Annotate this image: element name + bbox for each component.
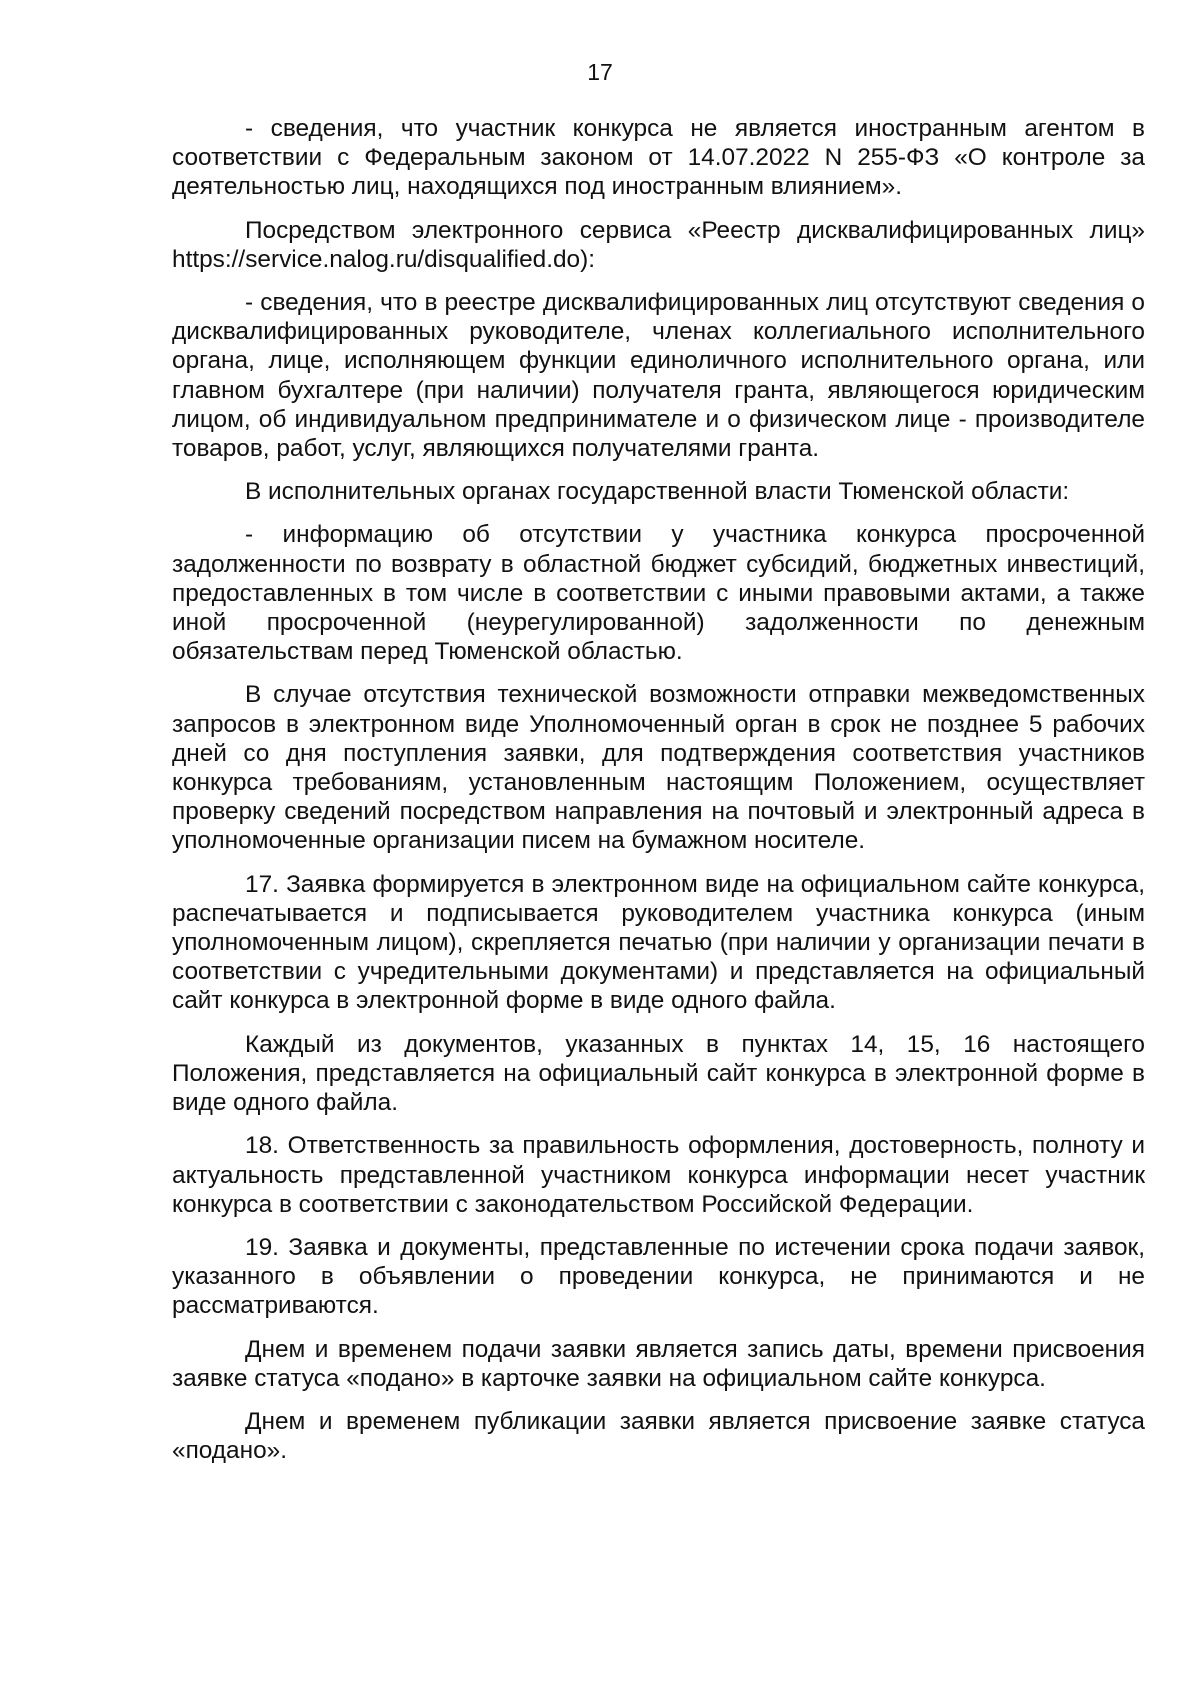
document-body (172, 114, 1145, 1465)
paragraph-foreign-agent: - сведения, что участник конкурса не является иностранным агентом в соответствии с Федеральным законом от 14.07.2022 N 255-ФЗ «О контроле за деятельностью лиц, находящихся под иностранным влиянием». (172, 115, 1145, 201)
paragraph-item-19: 19. Заявка и документы, представленные по истечении срока подачи заявок, указанного в объявлении о проведении конкурса, не принимаются и не рассматриваются. (172, 1233, 1145, 1320)
page-number: 17 (587, 59, 613, 85)
paragraph-publication-time: Днем и временем публикации заявки является присвоение заявке статуса «подано». (172, 1407, 1145, 1465)
paragraph-item-18: 18. Ответственность за правильность оформления, достоверность, полноту и актуальность представленной участником конкурса информации несет участник конкурса в соответствии с законодательством Российской Федерации. (172, 1132, 1145, 1218)
paragraph-overdue-debt: - информацию об отсутствии у участника конкурса просроченной задолженности по возврату в областной бюджет субсидий, бюджетных инвестиций, предоставленных в том числе в соответствии с иными правовыми актами, а также иной просроченной (неурегулированной) задолженности по денежным обязательствам перед Тюменской областью. (172, 521, 1145, 666)
paragraph-documents-format: Каждый из документов, указанных в пунктах 14, 15, 16 настоящего Положения, представляется на официальный сайт конкурса в электронной форме в виде одного файла. (172, 1030, 1145, 1117)
paragraph-paper-requests: В случае отсутствия технической возможности отправки межведомственных запросов в электронном виде Уполномоченный орган в срок не позднее 5 рабочих дней со дня поступления заявки, для подтверждения соответствия участников конкурса требованиям, установленным настоящим Положением, осуществляет проверку сведений посредством направления на почтовый и электронный адреса в уполномоченные организации писем на бумажном носителе. (172, 681, 1145, 855)
paragraph-tyumen-authorities: В исполнительных органах государственной власти Тюменской области: (245, 478, 1070, 506)
paragraph-disqualified-registry: - сведения, что в реестре дисквалифицированных лиц отсутствуют сведения о дисквалифицированных руководителе, членах коллегиального исполнительного органа, лице, исполняющем функции единоличного исполнительного органа, или главном бухгалтере (при наличии) получателя гранта, являющегося юридическим лицом, об индивидуальном предпринимателе и о физическом лице - производителе товаров, работ, услуг, являющихся получателями гранта. (172, 289, 1145, 463)
paragraph-submission-time: Днем и временем подачи заявки является запись даты, времени присвоения заявке статуса «подано» в карточке заявки на официальном сайте конкурса. (172, 1335, 1145, 1392)
paragraph-item-17: 17. Заявка формируется в электронном виде на официальном сайте конкурса, распечатывается и подписывается руководителем участника конкурса (иным уполномоченным лицом), скрепляется печатью (при наличии у организации печати в соответствии с учредительными документами) и представляется на официальный сайт конкурса в электронной форме в виде одного файла. (172, 870, 1145, 1015)
paragraph-disqualified-service: Посредством электронного сервиса «Реестр дисквалифицированных лиц» https://service.nalog.ru/disqualified.do): (172, 216, 1145, 273)
